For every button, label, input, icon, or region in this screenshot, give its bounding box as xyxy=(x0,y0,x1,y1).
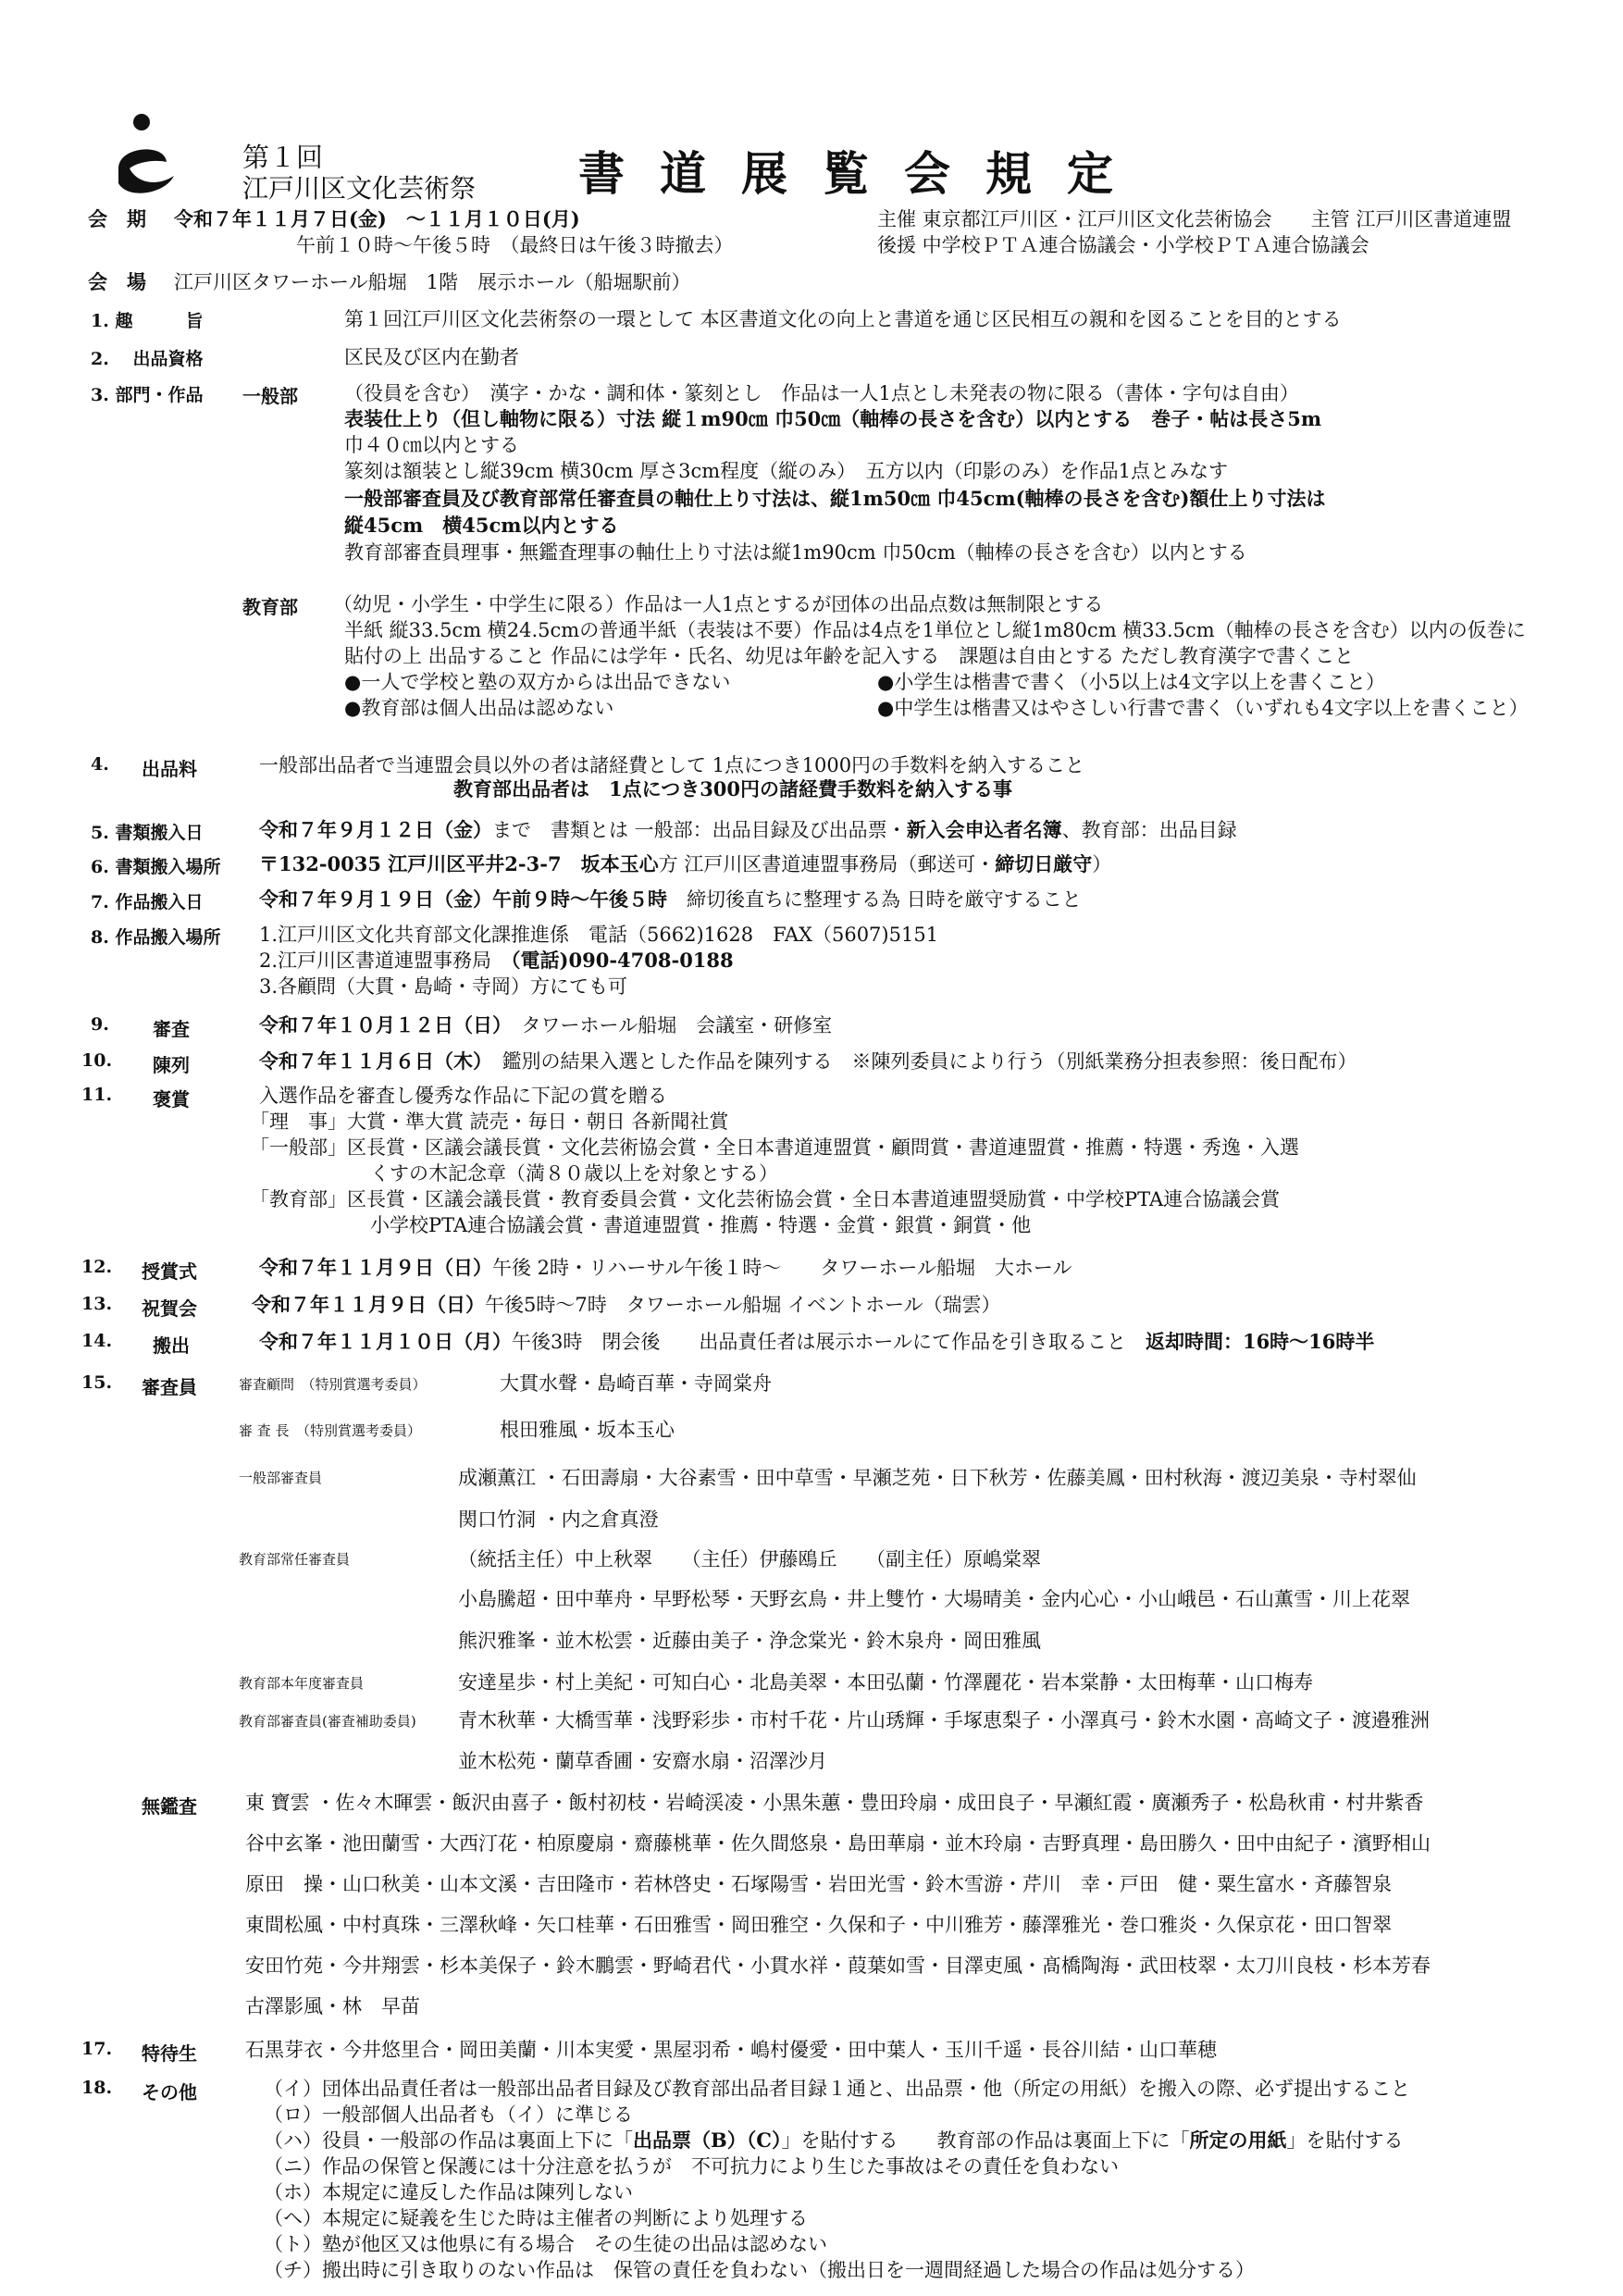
s15-label: 審査員 xyxy=(142,1376,197,1398)
general-judges-2: 関口竹洞 ・内之倉真澄 xyxy=(458,1508,659,1531)
edu-year: 安達星歩・村上美紀・可知白心・北島美翠・本田弘蘭・竹澤麗花・岩本棠静・太田梅華・山口梅寿 xyxy=(458,1671,1313,1694)
mukansa-row: 安田竹苑・今井翔雲・杉本美保子・鈴木鵬雲・野崎君代・小貫水祥・葭葉如雪・目澤吏風・髙橋陶海・武田枝翠・太刀川良枝・杉本芳春 xyxy=(245,1955,1431,1977)
s18-i: （イ）団体出品責任者は一般部出品者目録及び教育部出品者目録１通と、出品票・他（所定の用紙）を搬入の際、必ず提出すること xyxy=(264,2078,1410,2100)
period-hours: 午前１０時〜午後５時 （最終日は午後３時撤去） xyxy=(296,234,734,256)
edu-assist-1: 青木秋華・大橋雪華・浅野彩歩・市村千花・片山琇輝・手塚恵梨子・小澤真弓・鈴木水園・高崎文子・渡邉雅洲 xyxy=(458,1709,1430,1731)
s3-g1: （役員を含む） 漢字・かな・調和体・篆刻とし 作品は一人1点とし未発表の物に限る（書体・字句は自由） xyxy=(344,382,1299,404)
s3-e4a: ●一人で学校と塾の双方からは出品できない xyxy=(344,671,731,693)
organizer: 主催 東京都江戸川区・江戸川区文化芸術協会 主管 江戸川区書道連盟 xyxy=(877,208,1512,230)
s8-num: 8. 作品搬入場所 xyxy=(91,927,221,948)
s3-e3: 貼付の上 出品すること 作品には学年・氏名、幼児は年齢を記入する 課題は自由とする ただし教育漢字で書くこと xyxy=(344,645,1355,667)
s9-line: 令和７年１０月１２日（日） タワーホール船堀 会議室・研修室 xyxy=(259,1013,833,1036)
s18-chi: （チ）搬出時に引き取りのない作品は 保管の責任を負わない（搬出日を一週間経過した場合の作品は処分する） xyxy=(264,2259,1255,2281)
s15-num: 15. xyxy=(81,1372,113,1393)
chief-names: 根田雅風・坂本玉心 xyxy=(500,1419,675,1441)
s13-line: 令和７年１１月９日（日）午後5時〜7時 タワーホール船堀 イベントホール（瑞雲） xyxy=(252,1293,1001,1316)
s11-num: 11. xyxy=(81,1085,113,1105)
mukansa-row: 原田 操・山口秋美・山本文溪・吉田隆市・若林啓史・石塚陽雪・岩田光雪・鈴木雪游・芹川 幸・戸田 健・粟生富水・斉藤智泉 xyxy=(245,1873,1392,1895)
festival-edition: 第１回 xyxy=(242,142,324,173)
s2-num: 2. 出品資格 xyxy=(91,349,204,369)
s14-line: 令和７年１１月１０日（月）午後3時 閉会後 出品責任者は展示ホールにて作品を引き取ること 返却時間：16時〜16時半 xyxy=(259,1330,1375,1353)
s11-l6: 小学校PTA連合協議会賞・書道連盟賞・推薦・特選・金賞・銀賞・銅賞・他 xyxy=(370,1214,1032,1236)
s7-num: 7. 作品搬入日 xyxy=(91,892,204,912)
s6-line: 〒132-0035 江戸川区平井2-3-7 坂本玉心方 江戸川区書道連盟事務局（郵送可・締切日厳守） xyxy=(259,852,1112,875)
s18-ro: （ロ）一般部個人出品者も（イ）に準じる xyxy=(264,2104,633,2126)
general-judges-label: 一般部審査員 xyxy=(239,1470,323,1486)
s3-g3: 巾４０㎝以内とする xyxy=(344,434,519,456)
mukansa-row: 古澤影風・林 早苗 xyxy=(245,1995,420,2017)
s11-l1: 入選作品を審査し優秀な作品に下記の賞を贈る xyxy=(259,1085,667,1107)
supporter: 後援 中学校ＰＴＡ連合協議会・小学校ＰＴＡ連合協議会 xyxy=(877,234,1369,256)
s11-l2: 「理 事」大賞・準大賞 読売・毎日・朝日 各新聞社賞 xyxy=(250,1111,729,1133)
s3-e2: 半紙 縦33.5cm 横24.5cmの普通半紙（表装は不要）作品は4点を1単位とし縦1m80cm 横33.5cm（軸棒の長さを含む）以内の仮巻に xyxy=(344,619,1526,641)
s3-e5b: ●中学生は楷書又はやさしい行書で書く（いずれも4文字以上を書くこと） xyxy=(877,697,1529,719)
s14-num: 14. xyxy=(81,1331,113,1351)
s3-edu-label: 教育部 xyxy=(242,596,298,618)
chief-label: 審 査 長 （特別賞選考委員） xyxy=(239,1422,422,1439)
s12-label: 授賞式 xyxy=(142,1260,197,1283)
s9-label: 審査 xyxy=(153,1018,190,1040)
s13-label: 祝賀会 xyxy=(142,1297,197,1320)
s18-he: （ヘ）本規定に疑義を生じた時は主催者の判断により処理する xyxy=(264,2207,808,2229)
s1-num: 1. 趣 旨 xyxy=(91,311,204,331)
festival-logo-icon xyxy=(100,111,183,204)
advisor-names: 大貫水聲・島崎百華・寺岡棠舟 xyxy=(500,1372,772,1395)
period-dates: 令和７年１１月７日(金) 〜１１月１０日(月) xyxy=(174,207,580,230)
s3-g6: 縦45cm 横45cm以内とする xyxy=(344,514,619,537)
s5-line: 令和７年９月１２日（金）まで 書類とは 一般部：出品目録及び出品票・新入会申込者名簿、教育部：出品目録 xyxy=(259,818,1237,841)
s6-num: 6. 書類搬入場所 xyxy=(91,857,221,877)
venue-label: 会 場 xyxy=(88,270,146,293)
advisor-label: 審査顧問 （特別賞選考委員） xyxy=(239,1376,427,1393)
s18-ha: （ハ）役員・一般部の作品は裏面上下に「出品票（B）（C）」を貼付する 教育部の作品は裏面上下に「所定の用紙」を貼付する xyxy=(264,2128,1404,2152)
s3-g7: 教育部審査員理事・無鑑査理事の軸仕上り寸法は縦1m90cm 巾50cm（軸棒の長さを含む）以内とする xyxy=(344,541,1247,564)
s10-label: 陳列 xyxy=(153,1054,190,1076)
page-title: 書道展覧会規定 xyxy=(578,146,1148,201)
s2-text: 区民及び区内在勤者 xyxy=(344,346,519,368)
s18-ho: （ホ）本規定に違反した作品は陳列しない xyxy=(264,2181,633,2203)
s10-num: 10. xyxy=(81,1050,113,1071)
s10-line: 令和７年１１月６日（木） 鑑別の結果入選とした作品を陳列する ※陳列委員により行う（別紙業務分担表参照：後日配布） xyxy=(259,1049,1357,1073)
mukansa-row: 谷中玄峯・池田蘭雪・大西汀花・柏原慶扇・齋藤桃華・佐久間悠泉・島田華扇・並木玲扇・吉野真理・島田勝久・田中由紀子・濱野相山 xyxy=(245,1832,1431,1855)
s12-line: 令和７年１１月９日（日）午後 2時・リハーサル午後１時〜 タワーホール船堀 大ホール xyxy=(259,1256,1072,1279)
s11-l3: 「一般部」区長賞・区議会議長賞・文化芸術協会賞・全日本書道連盟賞・顧問賞・書道連盟賞・推薦・特選・秀逸・入選 xyxy=(250,1136,1299,1159)
s17-label: 特待生 xyxy=(142,2042,197,2065)
s1-text: 第１回江戸川区文化芸術祭の一環として 本区書道文化の向上と書道を通じ区民相互の親和を図ることを目的とする xyxy=(344,308,1342,330)
edu-reg-label: 教育部常任審査員 xyxy=(239,1551,351,1568)
s3-g5: 一般部審査員及び教育部常任審査員の軸仕上り寸法は、縦1m50㎝ 巾45cm(軸棒の長さを含む)額仕上り寸法は xyxy=(344,487,1326,510)
s4-l2: 教育部出品者は 1点につき300円の諸経費手数料を納入する事 xyxy=(453,777,1013,800)
s3-g4: 篆刻は額装とし縦39cm 横30cm 厚さ3cm程度（縦のみ） 五方以内（印影のみ）を作品1点とみなす xyxy=(344,460,1229,482)
s4-num: 4. xyxy=(91,754,109,775)
s4-label: 出品料 xyxy=(142,758,197,780)
s8-l1: 1.江戸川区文化共育部文化課推進係 電話（5662)1628 FAX（5607)5151 xyxy=(259,924,939,946)
edu-reg-1: （統括主任）中上秋翠 （主任）伊藤鴎丘 （副主任）原嶋棠翠 xyxy=(458,1548,1041,1570)
s17-text: 石黒芽衣・今井悠里合・岡田美蘭・川本実愛・黒屋羽希・嶋村優愛・田中葉人・玉川千遥・長谷川結・山口華穂 xyxy=(245,2039,1217,2061)
s5-num: 5. 書類搬入日 xyxy=(91,823,204,843)
s18-label: その他 xyxy=(142,2081,197,2104)
s3-num: 3. 部門・作品 xyxy=(91,385,204,405)
period-label: 会 期 xyxy=(88,207,146,230)
s13-num: 13. xyxy=(81,1294,113,1314)
mukansa-row: 東間松風・中村真珠・三澤秋峰・矢口桂華・石田雅雪・岡田雅空・久保和子・中川雅芳・藤澤雅光・巻口雅炎・久保京花・田口智翠 xyxy=(245,1914,1392,1936)
s11-l5: 「教育部」区長賞・区議会議長賞・教育委員会賞・文化芸術協会賞・全日本書道連盟奨励賞・中学校PTA連合協議会賞 xyxy=(250,1188,1281,1210)
edu-assist-label: 教育部審査員(審査補助委員) xyxy=(239,1713,416,1730)
s14-label: 搬出 xyxy=(153,1334,190,1357)
mukansa-row: 東 寶雲 ・佐々木暉雲・飯沢由喜子・飯村初枝・岩崎渓凌・小黒朱蕙・豊田玲扇・成田良子・早瀬紅霞・廣瀬秀子・松島秋甫・村井紫香 xyxy=(245,1792,1424,1814)
s18-ni: （ニ）作品の保管と保護には十分注意を払うが 不可抗力により生じた事故はその責任を負わない xyxy=(264,2155,1119,2178)
s17-num: 17. xyxy=(81,2039,113,2059)
s3-e1: （幼児・小学生・中学生に限る）作品は一人1点とするが団体の出品点数は無制限とする xyxy=(333,593,1104,615)
s3-e5a: ●教育部は個人出品は認めない xyxy=(344,697,614,719)
s9-num: 9. xyxy=(91,1014,109,1035)
venue-text: 江戸川区タワーホール船堀 1階 展示ホール（船堀駅前） xyxy=(174,271,691,293)
s8-l2: 2.江戸川区書道連盟事務局 （電話)090-4708-0188 xyxy=(259,949,734,972)
festival-name: 江戸川区文化芸術祭 xyxy=(242,173,477,204)
general-judges-1: 成瀬薫江 ・石田壽扇・大谷素雪・田中草雪・早瀬芝苑・日下秋芳・佐藤美鳳・田村秋海・渡辺美泉・寺村翠仙 xyxy=(458,1467,1417,1489)
edu-year-label: 教育部本年度審査員 xyxy=(239,1675,365,1692)
mukansa-label: 無鑑査 xyxy=(142,1795,197,1818)
s11-l4: くすの木記念章（満８０歳以上を対象とする） xyxy=(370,1162,778,1185)
s12-num: 12. xyxy=(81,1257,113,1277)
edu-reg-3: 熊沢雅峯・並木松雲・近藤由美子・浄念棠光・鈴木泉舟・岡田雅風 xyxy=(458,1630,1041,1652)
s18-num: 18. xyxy=(81,2078,113,2098)
s4-l1: 一般部出品者で当連盟会員以外の者は諸経費として 1点につき1000円の手数料を納入すること xyxy=(259,754,1085,776)
edu-assist-2: 並木松苑・蘭草香圃・安齋水扇・沼澤沙月 xyxy=(458,1750,827,1772)
s11-label: 褒賞 xyxy=(153,1088,190,1111)
s3-e4b: ●小学生は楷書で書く（小5以上は4文字以上を書くこと） xyxy=(877,671,1386,693)
s18-to: （ト）塾が他区又は他県に有る場合 その生徒の出品は認めない xyxy=(264,2233,827,2255)
s8-l3: 3.各顧問（大貫・島崎・寺岡）方にても可 xyxy=(259,975,628,998)
edu-reg-2: 小島騰超・田中華舟・早野松琴・天野玄鳥・井上雙竹・大場晴美・金内心心・小山峨邑・石山薫雪・川上花翠 xyxy=(458,1588,1410,1610)
s3-general-label: 一般部 xyxy=(242,385,298,407)
s3-g2: 表装仕上り（但し軸物に限る）寸法 縦１m90㎝ 巾50㎝（軸棒の長さを含む）以内とする 巻子・帖は長さ5m xyxy=(344,407,1322,430)
s7-line: 令和７年９月１９日（金）午前９時〜午後５時 締切後直ちに整理する為 日時を厳守すること xyxy=(259,887,1082,911)
